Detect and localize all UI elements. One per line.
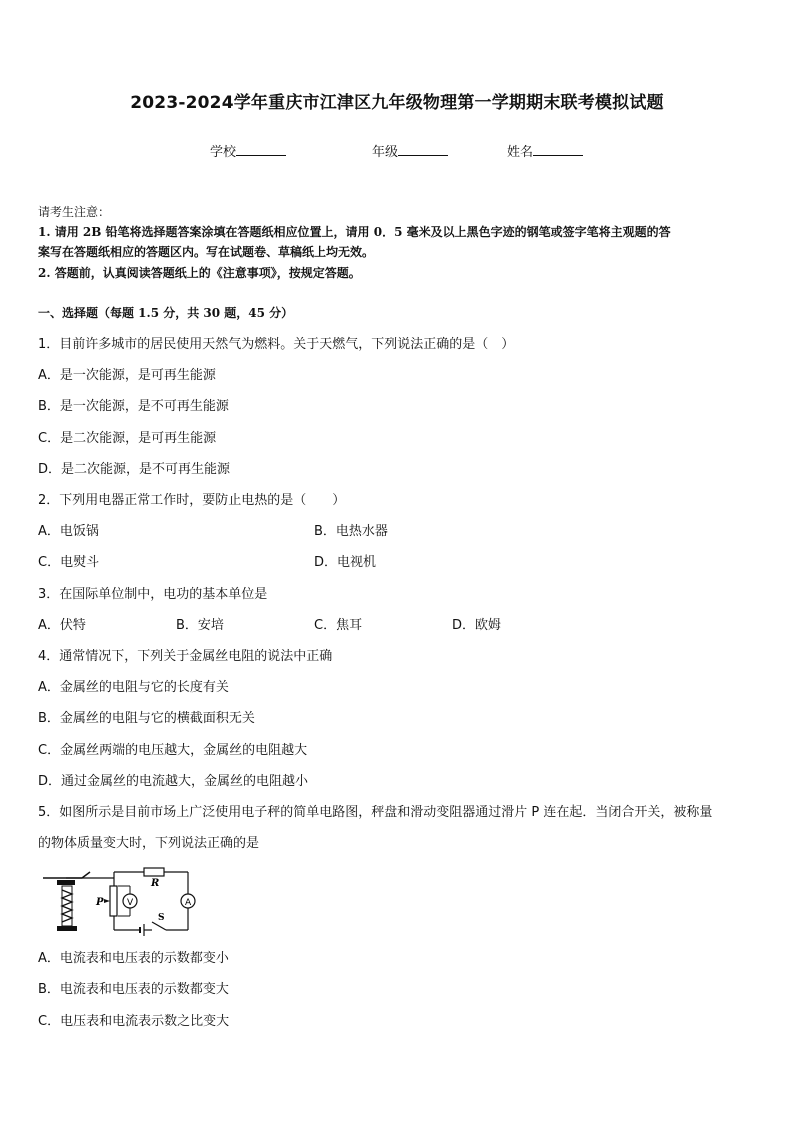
notice-item-1 — [38, 222, 760, 262]
label-v: V — [127, 898, 134, 908]
notice-item-1-line-1: 1. 请用 2B 铅笔将选择题答案涂填在答题纸相应位置上，请用 0．5 毫米及以上黑色字迹的钢笔或签字笔将主观题的答 — [38, 225, 671, 239]
q2-option-a: A．电饭锅 — [38, 524, 99, 539]
q3-option-a: A．伏特 — [38, 618, 86, 633]
switch-s — [152, 922, 166, 930]
q2-option-b: B．电热水器 — [314, 524, 388, 539]
q3-option-b: B．安培 — [176, 618, 224, 633]
q5-stem-line-2: 的物体质量变大时，下列说法正确的是 — [38, 836, 260, 851]
q3-option-d: D．欧姆 — [452, 618, 502, 633]
q5-option-b: B．电流表和电压表的示数都变大 — [38, 982, 229, 997]
q1-option-b: B．是一次能源，是不可再生能源 — [38, 399, 229, 414]
label-r: R — [151, 878, 160, 889]
q5-option-a: A．电流表和电压表的示数都变小 — [38, 951, 229, 966]
name-blank — [533, 143, 583, 156]
q3-option-c: C．焦耳 — [314, 618, 363, 633]
slider-arrow — [104, 899, 110, 903]
spring — [57, 886, 77, 931]
notice-item-1-line-2: 案写在答题纸相应的答题区内。写在试题卷、草稿纸上均无效。 — [38, 245, 375, 259]
school-field — [210, 141, 286, 160]
rheostat — [110, 886, 117, 916]
pan-support — [57, 880, 75, 885]
electronic-scale-circuit-diagram — [40, 864, 200, 946]
q1-option-c: C．是二次能源，是可再生能源 — [38, 431, 217, 446]
q4-option-d: D．通过金属丝的电流越大，金属丝的电阻越小 — [38, 774, 309, 789]
notice-heading: 请考生注意： — [38, 205, 111, 219]
q3-stem: 3．在国际单位制中，电功的基本单位是 — [38, 587, 268, 602]
grade-field — [372, 141, 448, 160]
q1-option-d: D．是二次能源，是不可再生能源 — [38, 462, 231, 477]
school-label: 学校 — [210, 145, 237, 160]
grade-label: 年级 — [372, 145, 399, 160]
q2-option-c: C．电熨斗 — [38, 555, 100, 570]
label-p: P — [96, 897, 104, 908]
q2-option-d: D．电视机 — [314, 555, 377, 570]
resistor-r — [144, 868, 164, 876]
q4-stem: 4．通常情况下，下列关于金属丝电阻的说法中正确 — [38, 649, 333, 664]
notice-item-2: 2. 答题前，认真阅读答题纸上的《注意事项》，按规定答题。 — [38, 266, 361, 280]
scale-pan — [43, 872, 90, 878]
name-label: 姓名 — [507, 145, 534, 160]
q5-stem-line-1: 5．如图所示是目前市场上广泛使用电子秤的简单电路图，秤盘和滑动变阻器通过滑片 P 连在起．当闭合开关，被称量 — [38, 805, 713, 820]
q4-option-c: C．金属丝两端的电压越大，金属丝的电阻越大 — [38, 743, 308, 758]
q2-stem: 2．下列用电器正常工作时，要防止电热的是（ ） — [38, 493, 346, 508]
grade-blank — [398, 143, 448, 156]
label-a: A — [185, 898, 192, 908]
q4-option-b: B．金属丝的电阻与它的横截面积无关 — [38, 711, 255, 726]
q1-option-a: A．是一次能源，是可再生能源 — [38, 368, 216, 383]
section-heading: 一、选择题（每题 1.5 分，共 30 题，45 分） — [38, 306, 294, 320]
q4-option-a: A．金属丝的电阻与它的长度有关 — [38, 680, 229, 695]
exam-title: 2023-2024学年重庆市江津区九年级物理第一学期期末联考模拟试题 — [130, 93, 664, 113]
name-field — [507, 141, 583, 160]
school-blank — [236, 143, 286, 156]
q5-option-c: C．电压表和电流表示数之比变大 — [38, 1014, 230, 1029]
label-s: S — [158, 913, 165, 923]
q1-stem: 1．目前许多城市的居民使用天然气为燃料。关于天燃气，下列说法正确的是（ ） — [38, 337, 515, 352]
